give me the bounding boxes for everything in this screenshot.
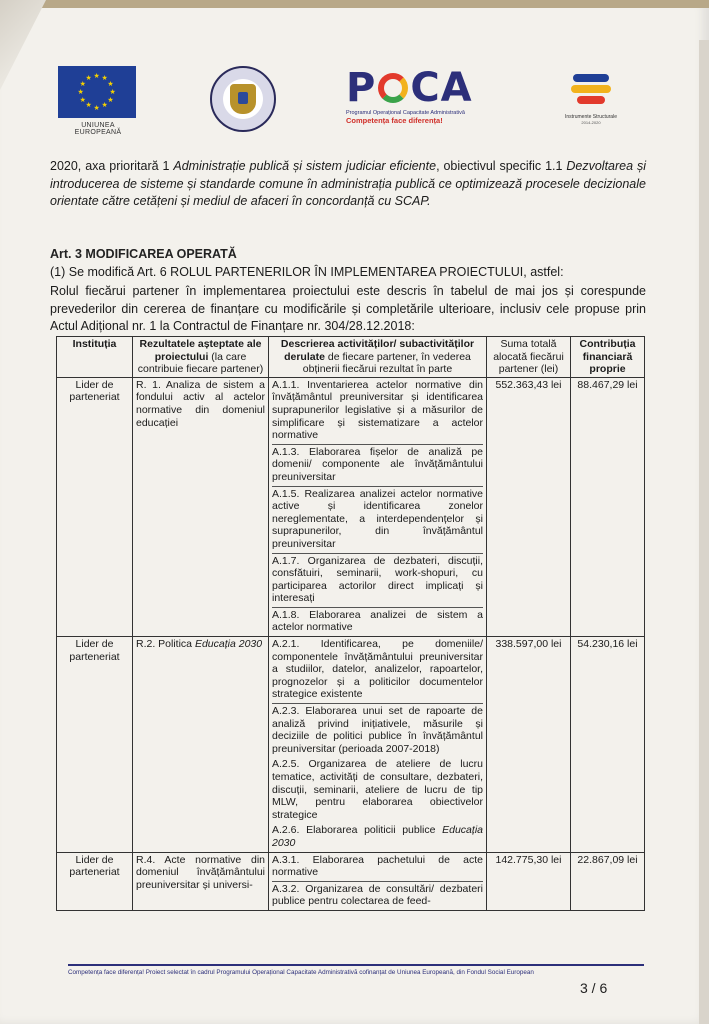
row-result: R.2. Politica Educația 2030 bbox=[133, 637, 269, 853]
footer-divider bbox=[68, 964, 644, 966]
article-paragraph-1: (1) Se modifică Art. 6 ROLUL PARTENERILOR ÎN IMPLEMENTAREA PROIECTULUI, astfel: bbox=[50, 265, 564, 279]
poca-logo bbox=[346, 65, 486, 125]
poca-tagline: Competența face diferența! bbox=[346, 116, 443, 125]
poca-o-icon bbox=[378, 73, 408, 103]
intro-mid: , obiectivul specific 1.1 bbox=[436, 159, 567, 173]
row-own-contribution: 88.467,29 lei bbox=[571, 377, 645, 636]
activity-item: A.1.7. Organizarea de dezbateri, discuții, consfătuiri, seminarii, work-shopuri, cu participarea actorilor direct implicați și interesați bbox=[272, 554, 483, 608]
eu-star-icon: ★ bbox=[93, 103, 100, 112]
article-heading: Art. 3 MODIFICAREA OPERATĂ bbox=[50, 247, 237, 261]
activity-item: A.2.5. Organizarea de ateliere de lucru tematice, activități de consultare, dezbateri, discuții, seminarii, ateliere de lucru de tip MLW, pentru elaborarea obiectivelor strategice bbox=[272, 758, 483, 821]
activity-item: A.1.5. Realizarea analizei actelor normative active și identificarea zonelor nereglementate, a interdependențelor și suprapunerilor, din învățământul preuniversitar bbox=[272, 487, 483, 554]
intro-paragraph bbox=[50, 158, 646, 211]
page-number: 3 / 6 bbox=[580, 980, 608, 996]
eu-star-icon: ★ bbox=[101, 73, 108, 82]
eu-star-icon: ★ bbox=[77, 87, 84, 96]
footer-text: Competența face diferența! Proiect selectat în cadrul Programului Operațional Capacitate Administrativă cofinanțat de Uniunea Europeană, din Fondul Social European bbox=[68, 969, 534, 976]
eu-star-icon: ★ bbox=[101, 101, 108, 110]
row-institution: Lider de parteneriat bbox=[57, 377, 133, 636]
eu-star-icon: ★ bbox=[107, 95, 114, 104]
row-total: 142.775,30 lei bbox=[487, 852, 571, 910]
header-activities: Descrierea activităților/ subactivităților derulate de fiecare partener, în vederea obținerii fiecărui rezultat în parte bbox=[269, 337, 487, 378]
eu-flag-icon bbox=[58, 66, 136, 118]
row-institution: Lider de parteneriat bbox=[57, 637, 133, 853]
specific-objective: Dezvoltarea și introducerea de sisteme și standarde comune în administrația publică ce optimizează procesele decizionale orientate către cetățeni și mediul de afaceri în concordanță cu SCAP. bbox=[50, 159, 646, 208]
is-label: Instrumente Structurale bbox=[565, 114, 617, 120]
row-activities bbox=[269, 852, 487, 910]
eu-star-icon: ★ bbox=[85, 101, 92, 110]
row-own-contribution: 54.230,16 lei bbox=[571, 637, 645, 853]
page-edge-shadow bbox=[699, 40, 709, 1024]
header-logos bbox=[50, 62, 650, 142]
page-fold-corner bbox=[0, 0, 46, 90]
poca-letter-p: P bbox=[346, 65, 377, 111]
eu-star-icon: ★ bbox=[85, 73, 92, 82]
priority-axis-name: Administrație publică și sistem judiciar eficiente bbox=[173, 159, 437, 173]
header-institution: Instituția bbox=[57, 337, 133, 378]
is-years: 2014-2020 bbox=[581, 120, 601, 125]
poca-program-name: Programul Operațional Capacitate Administrativă bbox=[346, 110, 465, 116]
activity-item: A.2.1. Identificarea, pe domeniile/ componentele învățământului preuniversitar a studiilor, datelor, analizelor, rapoartelor, prognozelor și a politicilor documentelor strategice existente bbox=[272, 637, 483, 704]
poca-wordmark bbox=[346, 65, 486, 111]
eu-label: UNIUNEA EUROPEANĂ bbox=[74, 122, 122, 136]
eu-logo bbox=[58, 66, 138, 136]
table-row bbox=[57, 852, 645, 910]
instrumente-structurale-logo bbox=[556, 72, 626, 125]
activity-item: A.1.1. Inventarierea actelor normative din învățământul preuniversitar și identificarea suprapunerilor legislative și a măsurilor de simplificare și sistematizare a actelor normative bbox=[272, 378, 483, 445]
eu-star-icon: ★ bbox=[79, 79, 86, 88]
row-own-contribution: 22.867,09 lei bbox=[571, 852, 645, 910]
row-activities bbox=[269, 637, 487, 853]
row-institution: Lider de parteneriat bbox=[57, 852, 133, 910]
structural-instruments-icon bbox=[569, 72, 613, 108]
row-result: R.4. Acte normative din domeniul învățământului preuniversitar și universi- bbox=[133, 852, 269, 910]
activity-item: A.2.6. Elaborarea politicii publice Educația 2030 bbox=[272, 824, 483, 849]
activity-item: A.1.8. Elaborarea analizei de sistem a actelor normative bbox=[272, 608, 483, 634]
activity-item: A.3.1. Elaborarea pachetului de acte normative bbox=[272, 853, 483, 882]
activity-item: A.1.3. Elaborarea fișelor de analiză pe domenii/ componente ale învățământului preuniversitar bbox=[272, 445, 483, 487]
poca-letters-ca: CA bbox=[410, 65, 473, 111]
header-total: Suma totală alocată fiecărui partener (lei) bbox=[487, 337, 571, 378]
header-own-contribution: Contribuția financiară proprie bbox=[571, 337, 645, 378]
activity-item: A.3.2. Organizarea de consultări/ dezbateri publice pentru colectarea de feed- bbox=[272, 882, 483, 908]
row-total: 338.597,00 lei bbox=[487, 637, 571, 853]
header-results: Rezultatele așteptate ale proiectului (la care contribuie fiecare partener) bbox=[133, 337, 269, 378]
row-result: R. 1. Analiza de sistem a fondului activ al actelor normative din domeniul educației bbox=[133, 377, 269, 636]
row-activities bbox=[269, 377, 487, 636]
desk-edge bbox=[0, 0, 709, 8]
table-row bbox=[57, 637, 645, 853]
eu-star-icon: ★ bbox=[107, 79, 114, 88]
eu-star-icon: ★ bbox=[109, 87, 116, 96]
eu-star-icon: ★ bbox=[79, 95, 86, 104]
eu-star-icon: ★ bbox=[93, 71, 100, 80]
table-row bbox=[57, 377, 645, 636]
row-total: 552.363,43 lei bbox=[487, 377, 571, 636]
activity-item: A.2.3. Elaborarea unui set de rapoarte de analiză privind inițiativele, măsurile și deciziile de politici publice în învățământul preuniversitar (perioada 2007-2018) bbox=[272, 705, 483, 755]
government-seal-icon bbox=[210, 66, 276, 132]
article-paragraph-2: Rolul fiecărui partener în implementarea proiectului este descris în tabelul de mai jos și corespunde prevederilor din cererea de finanțare cu modificările și completările ulterioare, inclusiv cele propuse prin Actul Adițional nr. 1 la Contractul de Finanțare nr. 304/28.12.2018: bbox=[50, 284, 646, 333]
table-header-row bbox=[57, 337, 645, 378]
coat-of-arms-icon bbox=[230, 84, 256, 114]
intro-lead: 2020, axa prioritară 1 bbox=[50, 159, 174, 173]
partner-roles-table bbox=[56, 336, 645, 911]
